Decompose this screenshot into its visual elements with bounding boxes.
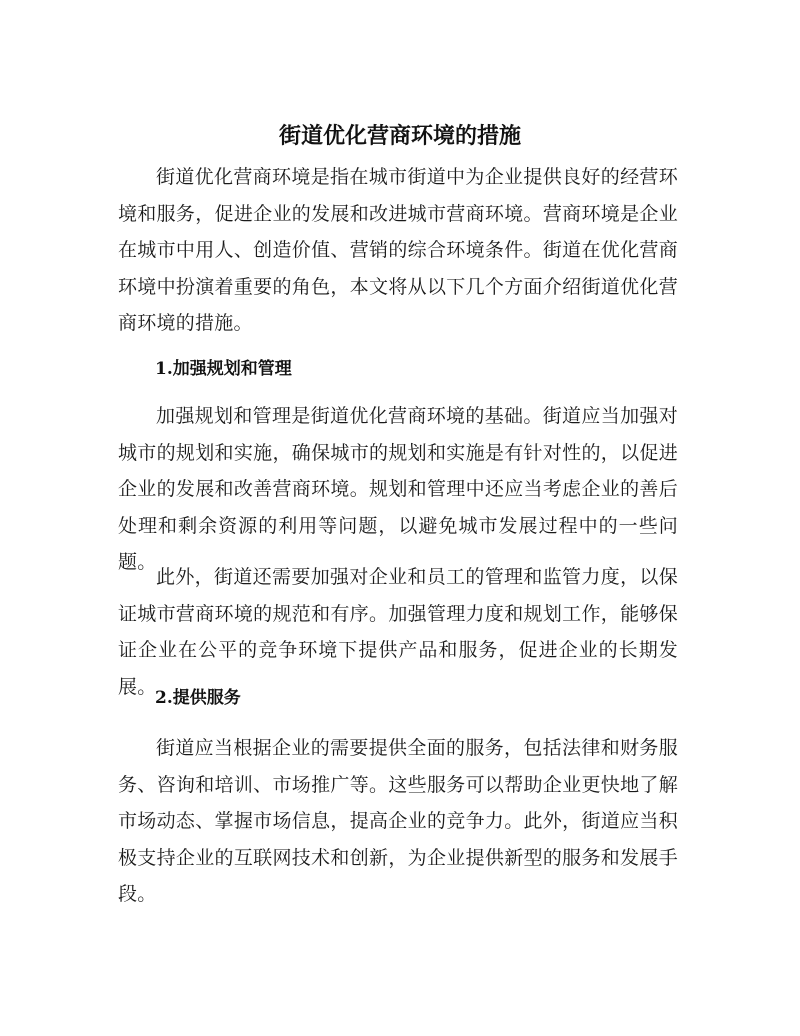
document-title: 街道优化营商环境的措施	[278, 123, 521, 149]
section-paragraph: 此外，街道还需要加强对企业和员工的管理和监管力度，以保证城市营商环境的规范和有序。加强管理力度和规划工作，能够保证企业在公平的竞争环境下提供产品和服务，促进企业的长期发展。	[118, 566, 678, 698]
section-heading-services: 2.提供服务	[155, 688, 241, 708]
section-paragraph: 加强规划和管理是街道优化营商环境的基础。街道应当加强对城市的规划和实施，确保城市的规划和实施是有针对性的，以促进企业的发展和改善营商环境。规划和管理中还应当考虑企业的善后处理和剩余资源的利用等问题，以避免城市发展过程中的一些问题。	[118, 405, 678, 573]
intro-paragraph: 街道优化营商环境是指在城市街道中为企业提供良好的经营环境和服务，促进企业的发展和改进城市营商环境。营商环境是企业在城市中用人、创造价值、营销的综合环境条件。街道在优化营商环境中扮演着重要的角色，本文将从以下几个方面介绍街道优化营商环境的措施。	[118, 166, 678, 334]
section-paragraph: 街道应当根据企业的需要提供全面的服务，包括法律和财务服务、咨询和培训、市场推广等。这些服务可以帮助企业更快地了解市场动态、掌握市场信息，提高企业的竞争力。此外，街道应当积极支持企业的互联网技术和创新，为企业提供新型的服务和发展手段。	[118, 737, 678, 905]
section-heading-planning: 1.加强规划和管理	[155, 359, 292, 379]
